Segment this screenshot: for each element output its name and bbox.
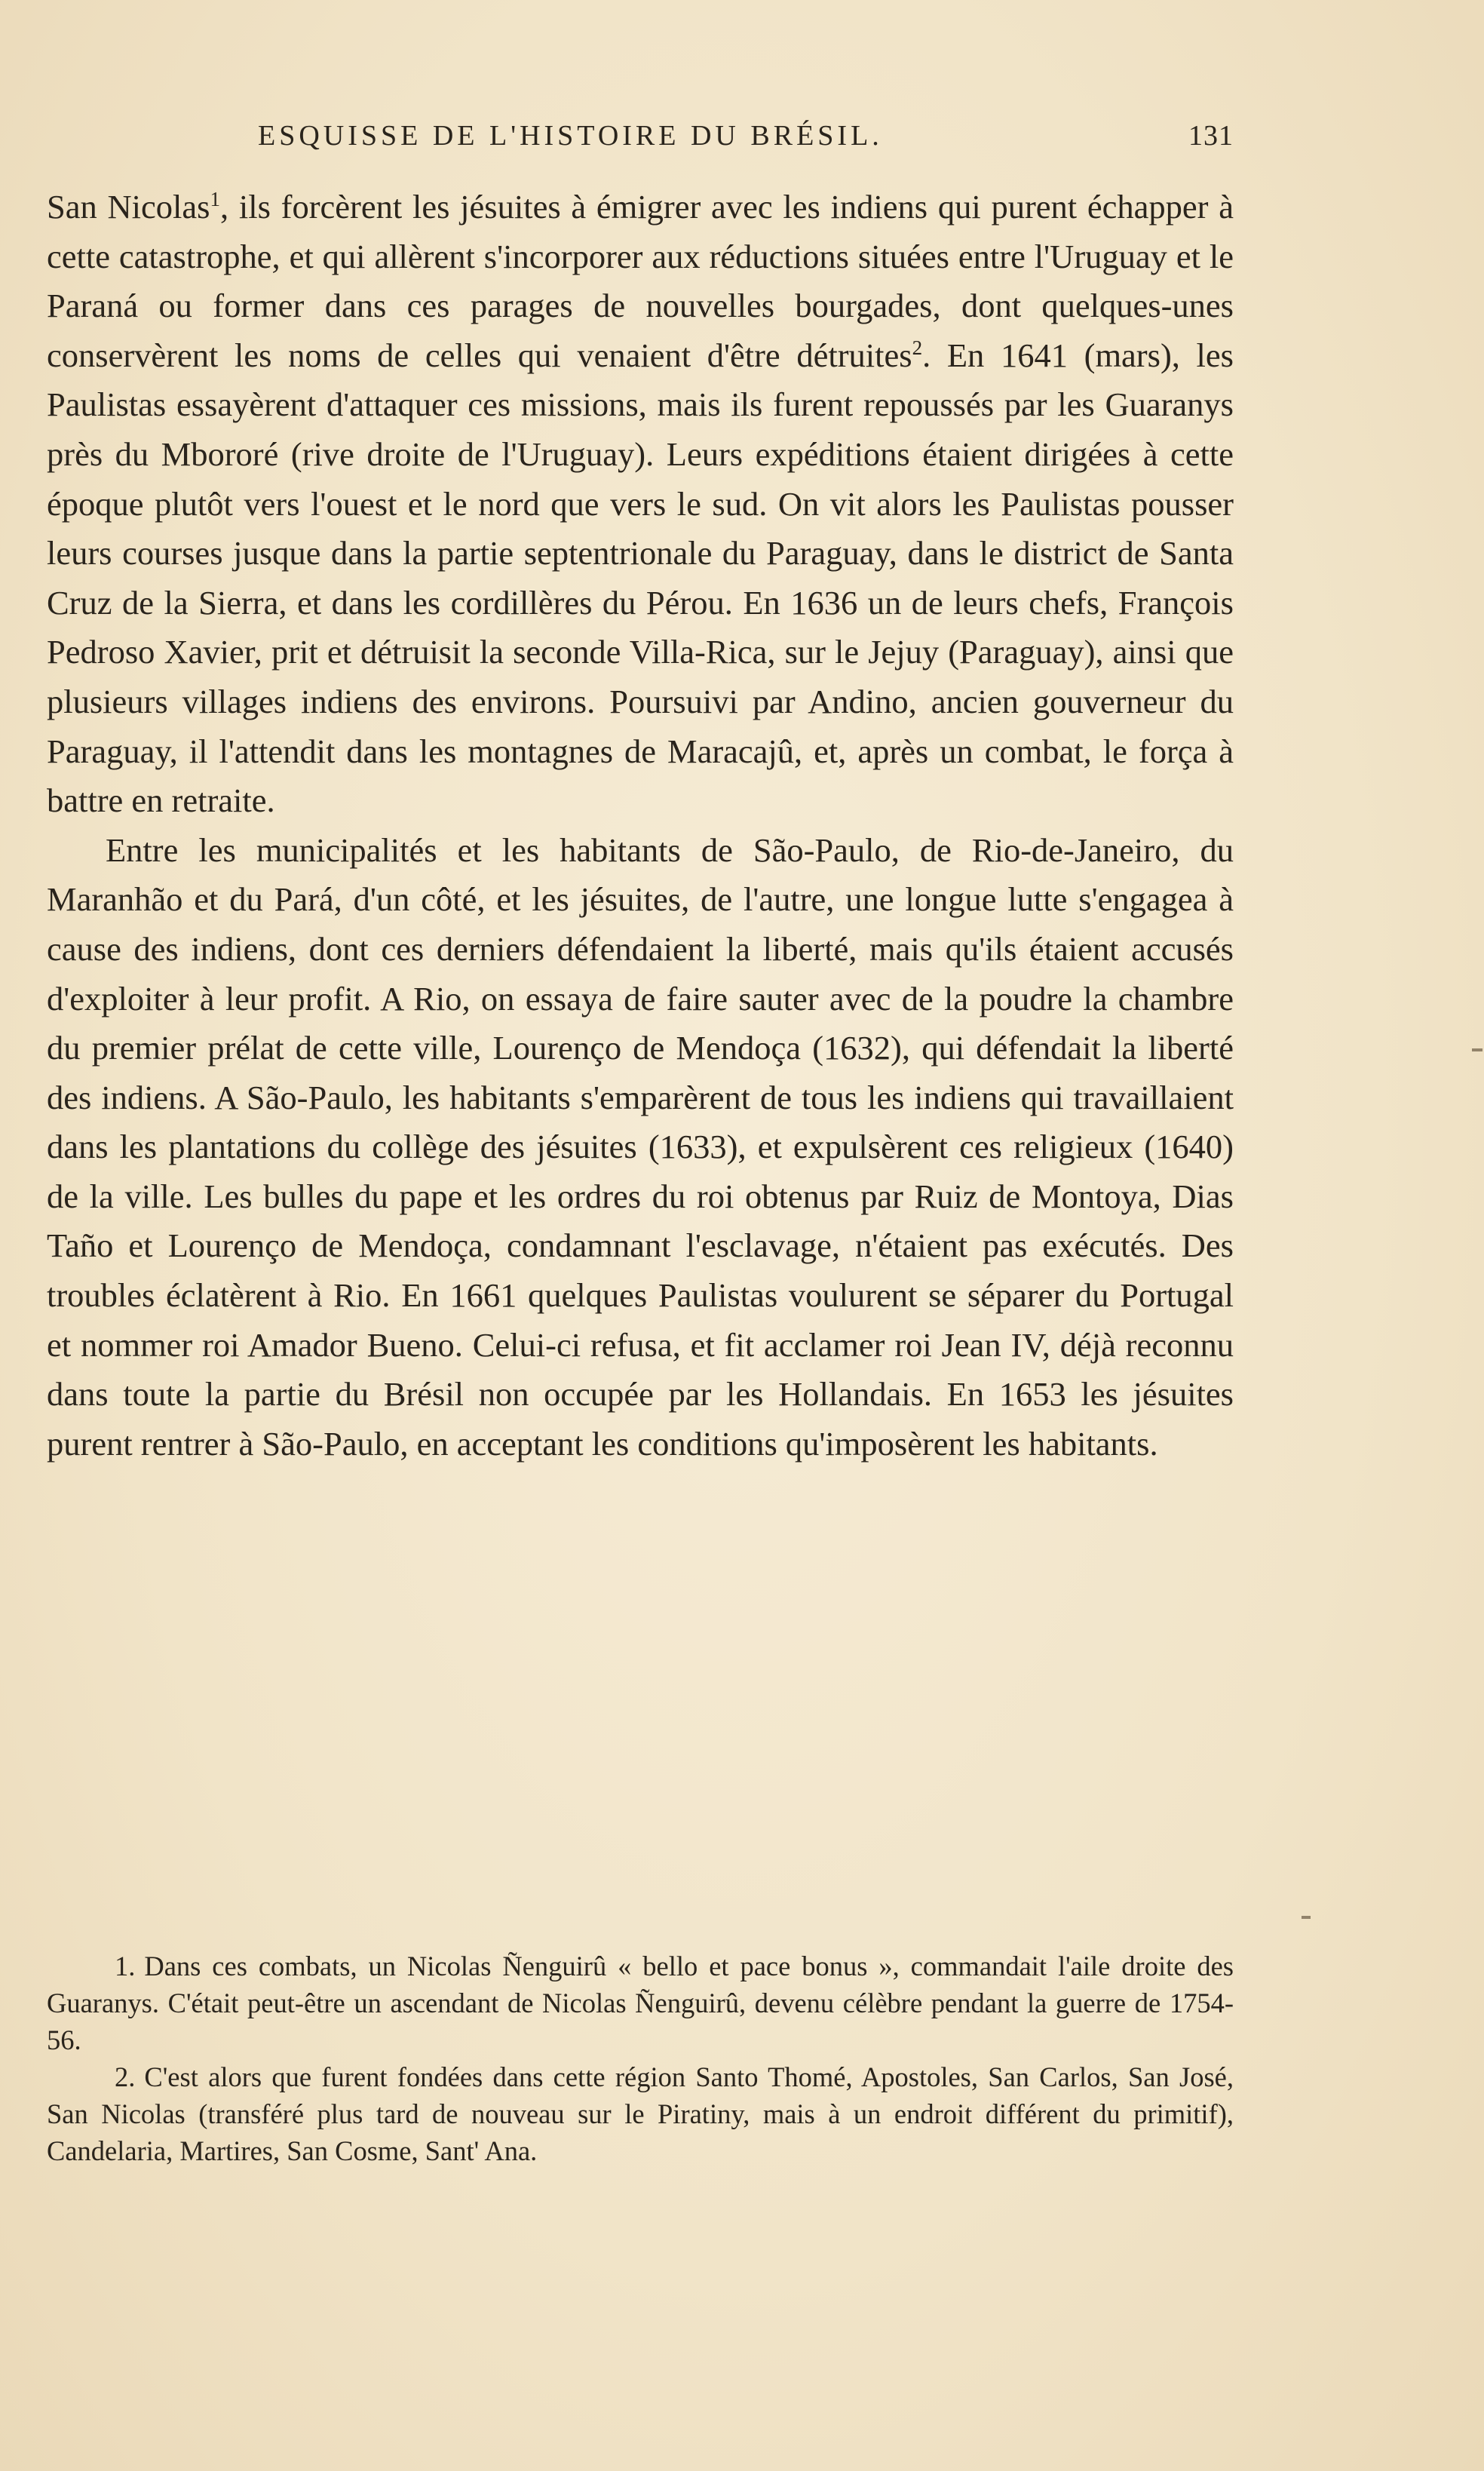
running-head: ESQUISSE DE L'HISTOIRE DU BRÉSIL.	[258, 120, 883, 152]
footnote-text: C'est alors que furent fondées dans cette région Santo Thomé, Apostoles, San Carlos, San José, San Nicolas (transféré plus tard de nouveau sur le Piratiny, mais à un endroit différent du primitif), Candelaria, Martires, San Cosme, Sant' Ana.	[47, 2061, 1234, 2166]
scan-edge-mark	[1302, 1916, 1311, 1919]
scan-edge-mark	[1472, 1048, 1482, 1051]
footnote-text: Dans ces combats, un Nicolas Ñenguirû « bello et pace bonus », commandait l'aile droite des Guaranys. C'était peut-être un ascendant de Nicolas Ñenguirû, devenu célèbre pendant la guerre de 1754-56.	[47, 1951, 1234, 2055]
page-number: 131	[1188, 120, 1234, 152]
text-segment: . En 1641 (mars), les Paulistas essayèrent d'attaquer ces missions, mais ils furent repoussés par les Guaranys près du Mbororé (rive droite de l'Uruguay). Leurs expéditions étaient dirigées à cette époque plutôt vers l'ouest et le nord que vers le sud. On vit alors les Paulistas pousser leurs courses jusque dans la partie septentrionale du Paraguay, dans le district de Santa Cruz de la Sierra, et dans les cordillères du Pérou. En 1636 un de leurs chefs, François Pedroso Xavier, prit et détruisit la seconde Villa-Rica, sur le Jejuy (Paraguay), ainsi que plusieurs villages indiens des environs. Poursuivi par Andino, ancien gouverneur du Paraguay, il l'attendit dans les montagnes de Maracajû, et, après un combat, le força à battre en retraite.	[47, 336, 1234, 820]
paragraph	[47, 183, 1234, 826]
footnotes	[47, 1948, 1234, 2169]
page-header	[47, 119, 1234, 157]
footnote	[47, 1948, 1234, 2058]
footnote-number: 2.	[115, 2061, 136, 2092]
paragraph	[47, 826, 1234, 1469]
footnote-number: 1.	[115, 1951, 136, 1981]
text-segment: , ils forcèrent les jésuites à émigrer avec les indiens qui purent échapper à cette catastrophe, et qui allèrent s'incorporer aux réductions situées entre l'Uruguay et le Paraná ou former dans ces parages de nouvelles bourgades, dont quelques-unes conservèrent les noms de celles qui venaient d'être détruites	[47, 188, 1234, 374]
text-segment: Entre les municipalités et les habitants de São-Paulo, de Rio-de-Janeiro, du Maranhão et du Pará, d'un côté, et les jésuites, de l'autre, une longue lutte s'engagea à cause des indiens, dont ces derniers défendaient la liberté, mais qu'ils étaient accusés d'exploiter à leur profit. A Rio, on essaya de faire sauter avec de la poudre la chambre du premier prélat de cette ville, Lourenço de Mendoça (1632), qui défendait la liberté des indiens. A São-Paulo, les habitants s'emparèrent de tous les indiens qui travaillaient dans les plantations du collège des jésuites (1633), et expulsèrent ces religieux (1640) de la ville. Les bulles du pape et les ordres du roi obtenus par Ruiz de Montoya, Dias Taño et Lourenço de Mendoça, condamnant l'esclavage, n'étaient pas exécutés. Des troubles éclatèrent à Rio. En 1661 quelques Paulistas voulurent se séparer du Portugal et nommer roi Amador Bueno. Celui-ci refusa, et fit acclamer roi Jean IV, déjà reconnu dans toute la partie du Brésil non occupée par les Hollandais. En 1653 les jésuites purent rentrer à São-Paulo, en acceptant les conditions qu'imposèrent les habitants.	[47, 830, 1234, 1463]
footnote-reference: 2	[912, 336, 923, 359]
footnote-reference: 1	[210, 188, 220, 210]
footnote	[47, 2058, 1234, 2169]
main-text	[47, 183, 1234, 1469]
text-segment: San Nicolas	[47, 188, 210, 226]
